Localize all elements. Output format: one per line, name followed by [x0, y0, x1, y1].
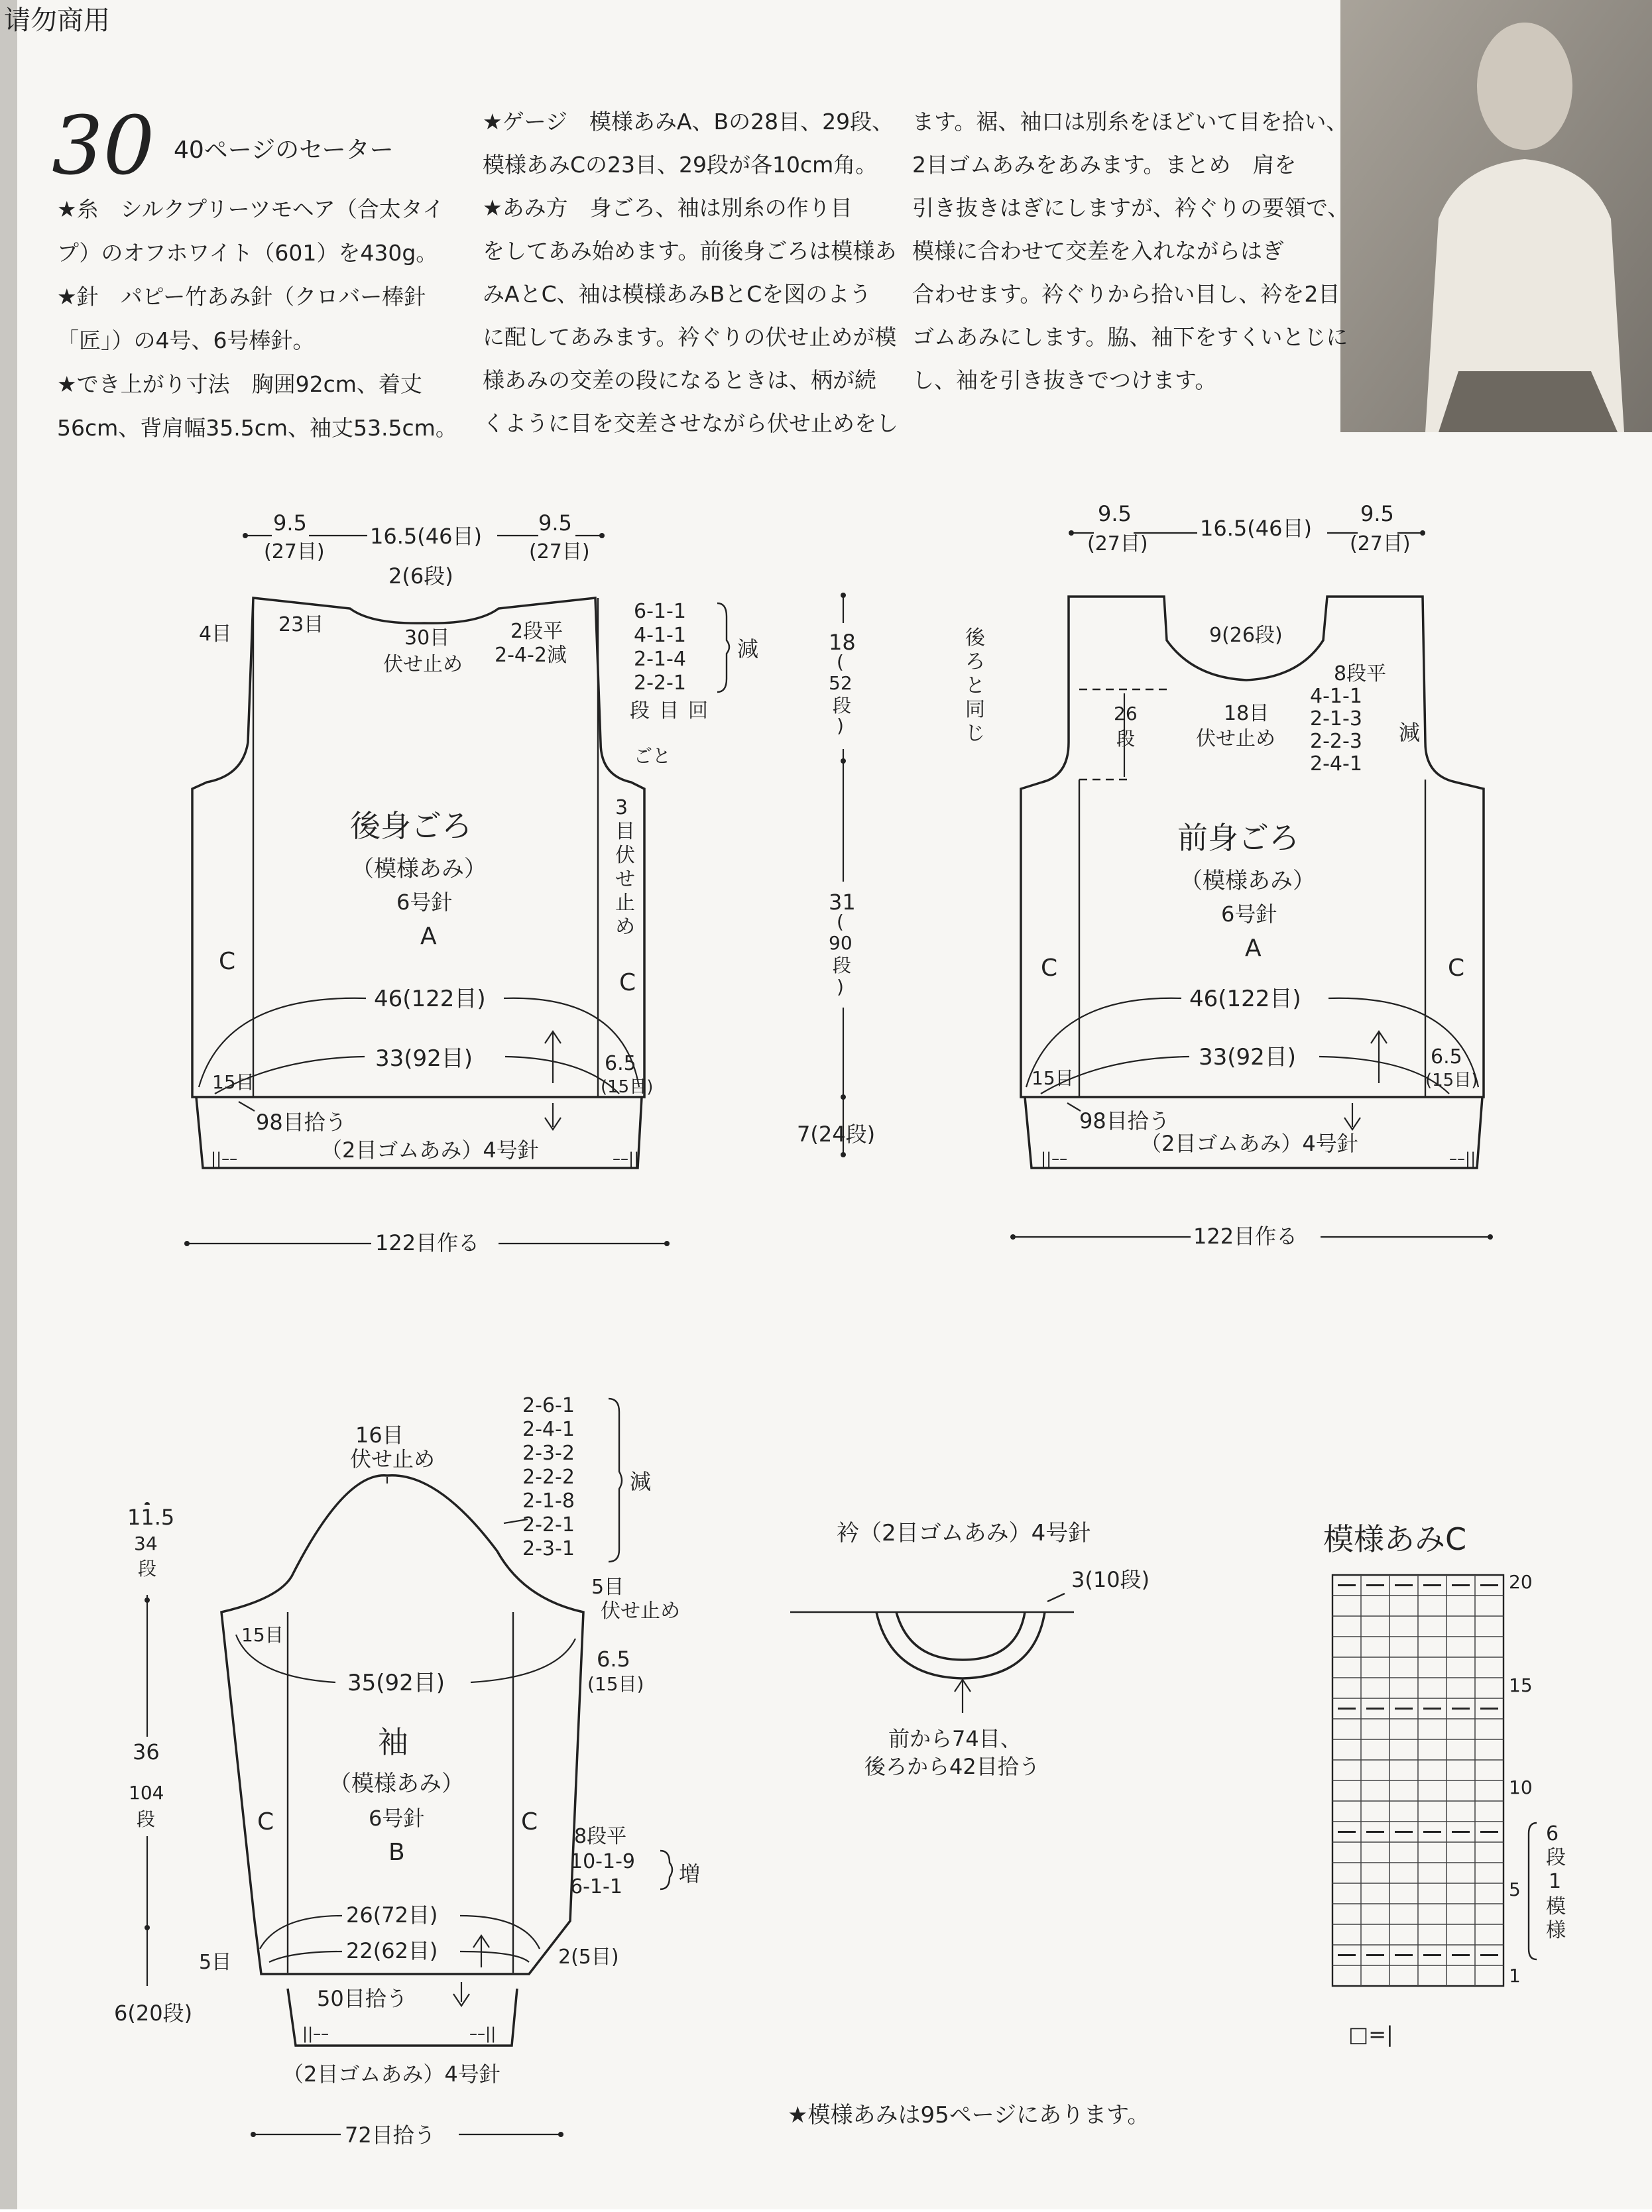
- back-arm-dec: 2-2-1: [634, 671, 686, 695]
- chart-c-title: 模様あみC: [1323, 1521, 1467, 1557]
- armhole-depth-rows: 52: [829, 672, 853, 694]
- vertical-char: 段: [137, 1808, 156, 1830]
- front-ribbing: （2目ゴムあみ）4号針: [1140, 1131, 1358, 1156]
- front-neck-dec-label: 減: [1399, 720, 1421, 745]
- front-same-as-back: [965, 626, 986, 745]
- back-bind3-vertical: [615, 796, 635, 939]
- sleeve-length-rows: 104: [129, 1782, 164, 1804]
- front-shoulder-left-sts: (27目): [1087, 532, 1148, 555]
- pattern-chart-c: [1323, 1521, 1566, 2047]
- front-pattern: （模様あみ）: [1180, 868, 1315, 894]
- sleeve-cap-dec: 2-4-1: [522, 1418, 575, 1441]
- collar-pickup-front: 前から74目、: [888, 1726, 1022, 1751]
- sleeve-inc: 8段平: [574, 1825, 627, 1848]
- vertical-char: せ: [615, 868, 635, 891]
- collar-depth: 3(10段): [1071, 1567, 1150, 1592]
- sleeve-cap-height-cm: 11.5: [127, 1505, 175, 1530]
- front-neck-dec: 2-2-3: [1310, 730, 1362, 753]
- front-neck-dec: 8段平: [1334, 662, 1387, 685]
- sweater-photo: [1340, 0, 1652, 432]
- vertical-char: ろ: [965, 650, 985, 673]
- vertical-char: 目: [615, 820, 635, 843]
- sleeve-pickup-total: 72目拾う: [345, 2123, 436, 2148]
- front-bind18-label: 伏せ止め: [1196, 727, 1275, 750]
- sleeve-cap-dec: 2-2-1: [522, 1513, 575, 1537]
- vertical-char: と: [965, 674, 985, 697]
- sleeve-pattern-c-right: C: [521, 1808, 538, 1835]
- back-shoulder-left-cm: 9.5: [273, 510, 307, 536]
- front-neck-dec: 2-1-3: [1310, 707, 1362, 730]
- back-hem-width: 33(92目): [375, 1045, 473, 1072]
- materials-column: [57, 196, 457, 441]
- chart-side-label: 6: [1546, 1822, 1559, 1845]
- sleeve-cap-dec: 2-3-2: [522, 1442, 575, 1465]
- sleeve-pattern: （模様あみ）: [329, 1771, 464, 1797]
- sleeve-bind5-label: 伏せ止め: [601, 1600, 680, 1623]
- sleeve-cap-dec: 2-6-1: [522, 1394, 575, 1417]
- vertical-char: 段: [138, 1558, 157, 1580]
- back-title: 後身ごろ: [350, 808, 472, 844]
- back-shoulder-left-sts: (27目): [264, 540, 325, 563]
- back-legend: 段目回: [630, 699, 717, 723]
- chart-side-label: 模: [1546, 1895, 1566, 1918]
- back-arm-dec-label: 減: [737, 636, 759, 662]
- back-legend2: ごと: [634, 745, 672, 767]
- vertical-char: ): [837, 715, 844, 736]
- back-bind30: 30目: [404, 626, 450, 650]
- sleeve-pattern-b: B: [388, 1839, 405, 1866]
- chart-side-label: 1: [1549, 1870, 1562, 1893]
- back-sts4: 4目: [199, 622, 232, 646]
- front-pattern-c-right: C: [1448, 955, 1465, 982]
- back-arm-dec: 2-1-4: [634, 648, 686, 671]
- sleeve-cap-dec: 2-3-1: [522, 1537, 575, 1560]
- vertical-char: 伏: [615, 844, 635, 867]
- front-needle: 6号針: [1221, 902, 1277, 927]
- collar-diagram: [790, 1520, 1150, 1779]
- vertical-char: 止: [615, 892, 635, 915]
- back-chest-width: 46(122目): [374, 986, 486, 1012]
- sleeve-cap-decreases: [522, 1394, 575, 1560]
- vertical-char: 同: [965, 698, 985, 721]
- back-6-5-sts: (15目): [601, 1077, 654, 1097]
- sleeve-pickup: 50目拾う: [317, 1986, 408, 2011]
- body-length-rows: 90: [829, 932, 853, 954]
- back-arm-dec: 6-1-1: [634, 600, 686, 623]
- vertical-char: ): [837, 976, 844, 998]
- front-neck-width: 16.5(46目): [1200, 516, 1312, 541]
- front-bind18: 18目: [1224, 702, 1269, 725]
- front-pickup: 98目拾う: [1079, 1108, 1170, 1134]
- instructions-line: に配してあみます。衿ぐりの伏せ止めが模: [483, 324, 897, 350]
- front-chest-width: 46(122目): [1189, 986, 1301, 1012]
- watermark: 请勿商用: [4, 5, 110, 36]
- sleeve-rib-length: 6(20段): [114, 2001, 193, 2026]
- binding-shadow: [0, 0, 17, 2209]
- chart-c-grid: [1332, 1575, 1504, 1986]
- collar-label: 衿（2目ゴムあみ）4号針: [837, 1520, 1091, 1546]
- front-pattern-c-left: C: [1041, 955, 1058, 982]
- materials-line: ★でき上がり寸法 胸囲92cm、着丈: [57, 371, 422, 397]
- sleeve-cap-dec: 2-1-8: [522, 1489, 575, 1513]
- finishing-column: [912, 109, 1349, 393]
- sleeve-needle: 6号針: [369, 1806, 425, 1831]
- rib-mark: ||––: [1041, 1149, 1068, 1168]
- back-needle: 6号針: [396, 890, 453, 915]
- footer-note: ★模様あみは95ページにあります。: [788, 2102, 1150, 2128]
- back-pattern: （模様あみ）: [351, 856, 487, 882]
- rib-mark: ––||: [469, 2024, 497, 2043]
- back-shoulder-right-sts: (27目): [529, 540, 590, 563]
- front-shoulder-right-sts: (27目): [1350, 532, 1411, 555]
- rib-mark: ||––: [211, 1149, 238, 1168]
- finishing-line: 模様に合わせて交差を入れながらはぎ: [912, 238, 1284, 264]
- chart-side-label: 様: [1546, 1919, 1566, 1942]
- sleeve-cap-bind-label: 伏せ止め: [350, 1446, 436, 1472]
- sleeve-diagram: [114, 1394, 700, 2148]
- sleeve-ribbing: （2目ゴムあみ）4号針: [282, 2062, 501, 2087]
- vertical-char: 段: [833, 695, 852, 717]
- sleeve-15sts: 15目: [241, 1624, 284, 1646]
- sleeve-6-5cm: 6.5: [597, 1647, 630, 1672]
- vertical-char: め: [615, 915, 635, 939]
- body-length-cm: 31: [829, 890, 856, 915]
- front-body-diagram: [965, 501, 1493, 1249]
- instructions-line: ★あみ方 身ごろ、袖は別糸の作り目: [483, 195, 853, 221]
- front-cast-on: 122目作る: [1193, 1224, 1298, 1249]
- instructions-line: 模様あみCの23目、29段が各10cm角。: [483, 152, 878, 178]
- finishing-line: ゴムあみにします。脇、袖下をすくいとじに: [912, 324, 1348, 350]
- sleeve-6-5-sts: (15目): [587, 1673, 644, 1695]
- back-shoulder-right-cm: 9.5: [538, 510, 572, 536]
- sleeve-5sts: 5目: [199, 1951, 232, 1974]
- sleeve-cap-height-rows: 34: [134, 1533, 158, 1554]
- chart-row-label: 10: [1509, 1776, 1533, 1798]
- front-6-5-sts: (15目): [1425, 1071, 1478, 1090]
- sleeve-upper-width: 35(92目): [347, 1670, 445, 1696]
- sleeve-inc-label: 増: [679, 1861, 701, 1887]
- back-pattern-c-left: C: [219, 948, 236, 975]
- sleeve-2-5sts: 2(5目): [558, 1946, 619, 1969]
- back-neck-dec2: 2-4-2減: [495, 644, 567, 667]
- pattern-number: 30: [52, 99, 155, 193]
- rib-length: 7(24段): [797, 1122, 876, 1147]
- materials-line: 「匠」）の4号、6号棒針。: [57, 327, 315, 353]
- sleeve-title: 袖: [378, 1724, 408, 1760]
- front-15sts: 15目: [1032, 1067, 1074, 1089]
- rib-mark: ––||: [1449, 1149, 1476, 1168]
- pattern-subtitle: 40ページのセーター: [174, 137, 394, 164]
- front-pattern-a: A: [1245, 935, 1262, 962]
- chart-row-label: 1: [1509, 1965, 1521, 1987]
- sleeve-cap-bind: 16目: [355, 1423, 404, 1448]
- back-pickup: 98目拾う: [256, 1110, 347, 1135]
- finishing-line: ます。裾、袖口は別糸をほどいて目を拾い、: [912, 109, 1348, 135]
- front-26rows: 26: [1114, 703, 1138, 725]
- rib-mark: ––||: [613, 1149, 640, 1168]
- finishing-line: 引き抜きはぎにしますが、衿ぐりの要領で、: [912, 195, 1350, 221]
- back-cast-on: 122目作る: [375, 1230, 480, 1255]
- materials-line: 56cm、背肩幅35.5cm、袖丈53.5cm。: [57, 415, 457, 441]
- front-title: 前身ごろ: [1177, 820, 1299, 856]
- sleeve-cap-dec-label: 減: [630, 1469, 652, 1494]
- finishing-line: し、袖を引き抜きでつけます。: [912, 367, 1217, 393]
- vertical-char: 3: [615, 796, 628, 819]
- front-shoulder-right-cm: 9.5: [1360, 501, 1394, 526]
- length-measurements: [797, 593, 875, 1157]
- rib-mark: ||––: [302, 2024, 329, 2043]
- materials-line: ★針 パピー竹あみ針（クロバー棒針: [57, 284, 426, 310]
- finishing-line: 合わせます。衿ぐりから拾い目し、衿を2目: [912, 281, 1340, 307]
- back-pattern-a: A: [420, 923, 437, 950]
- front-neck-dec: 4-1-1: [1310, 685, 1362, 708]
- front-shoulder-left-cm: 9.5: [1098, 501, 1132, 526]
- front-hem-width: 33(92目): [1199, 1044, 1297, 1071]
- front-neck-depth: 9(26段): [1209, 624, 1283, 647]
- sleeve-pattern-c-left: C: [257, 1808, 274, 1835]
- back-sts23: 23目: [278, 613, 324, 636]
- back-6-5cm: 6.5: [605, 1052, 636, 1075]
- vertical-char: (: [837, 911, 844, 933]
- finishing-line: 2目ゴムあみをあみます。まとめ 肩を: [912, 152, 1297, 178]
- front-neck-dec: 2-4-1: [1310, 752, 1362, 776]
- instructions-line: くように目を交差させながら伏せ止めをし: [483, 410, 898, 436]
- back-neck-depth: 2(6段): [388, 563, 453, 589]
- instructions-line: 様あみの交差の段になるときは、柄が続: [483, 367, 876, 393]
- vertical-char: 段: [1116, 728, 1136, 750]
- instructions-line: みAとC、袖は模様あみBとCを図のよう: [483, 281, 872, 307]
- back-15sts: 15目: [212, 1071, 255, 1093]
- materials-line: プ）のオフホワイト（601）を430g。: [57, 240, 438, 266]
- back-neck-dec1: 2段平: [510, 620, 563, 643]
- sleeve-length-cm: 36: [133, 1739, 160, 1765]
- instructions-line: をしてあみ始めます。前後身ごろは模様あ: [483, 238, 897, 264]
- vertical-char: 後: [965, 626, 985, 650]
- sleeve-inc: 6-1-1: [570, 1875, 622, 1898]
- chart-c-legend: □=|: [1348, 2022, 1393, 2047]
- sleeve-bind5: 5目: [591, 1576, 624, 1599]
- sleeve-cuff-width: 22(62目): [346, 1938, 438, 1963]
- armhole-depth-cm: 18: [829, 630, 856, 655]
- sleeve-upper-cuff-width: 26(72目): [346, 1902, 438, 1928]
- vertical-char: (: [837, 651, 844, 673]
- chart-row-label: 5: [1509, 1879, 1521, 1900]
- back-pattern-c-right: C: [619, 969, 636, 996]
- materials-line: ★糸 シルクプリーツモヘア（合太タイ: [57, 196, 445, 222]
- front-6-5cm: 6.5: [1431, 1045, 1462, 1069]
- vertical-char: じ: [965, 722, 985, 745]
- sleeve-cap-dec: 2-2-2: [522, 1466, 575, 1489]
- chart-side-label: 段: [1546, 1846, 1566, 1869]
- back-neck-width: 16.5(46目): [370, 524, 482, 549]
- back-arm-dec: 4-1-1: [634, 624, 686, 647]
- back-ribbing: （2目ゴムあみ）4号針: [321, 1137, 539, 1163]
- vertical-char: 段: [833, 955, 852, 976]
- instructions-column: [483, 109, 898, 436]
- instructions-line: ★ゲージ 模様あみA、Bの28目、29段、: [483, 109, 894, 135]
- back-body-diagram: [184, 510, 758, 1255]
- chart-row-label: 20: [1509, 1571, 1533, 1593]
- sleeve-inc: 10-1-9: [570, 1850, 635, 1873]
- collar-pickup-back: 後ろから42目拾う: [864, 1754, 1040, 1779]
- back-bind30-label: 伏せ止め: [383, 653, 463, 676]
- chart-row-label: 15: [1509, 1674, 1533, 1696]
